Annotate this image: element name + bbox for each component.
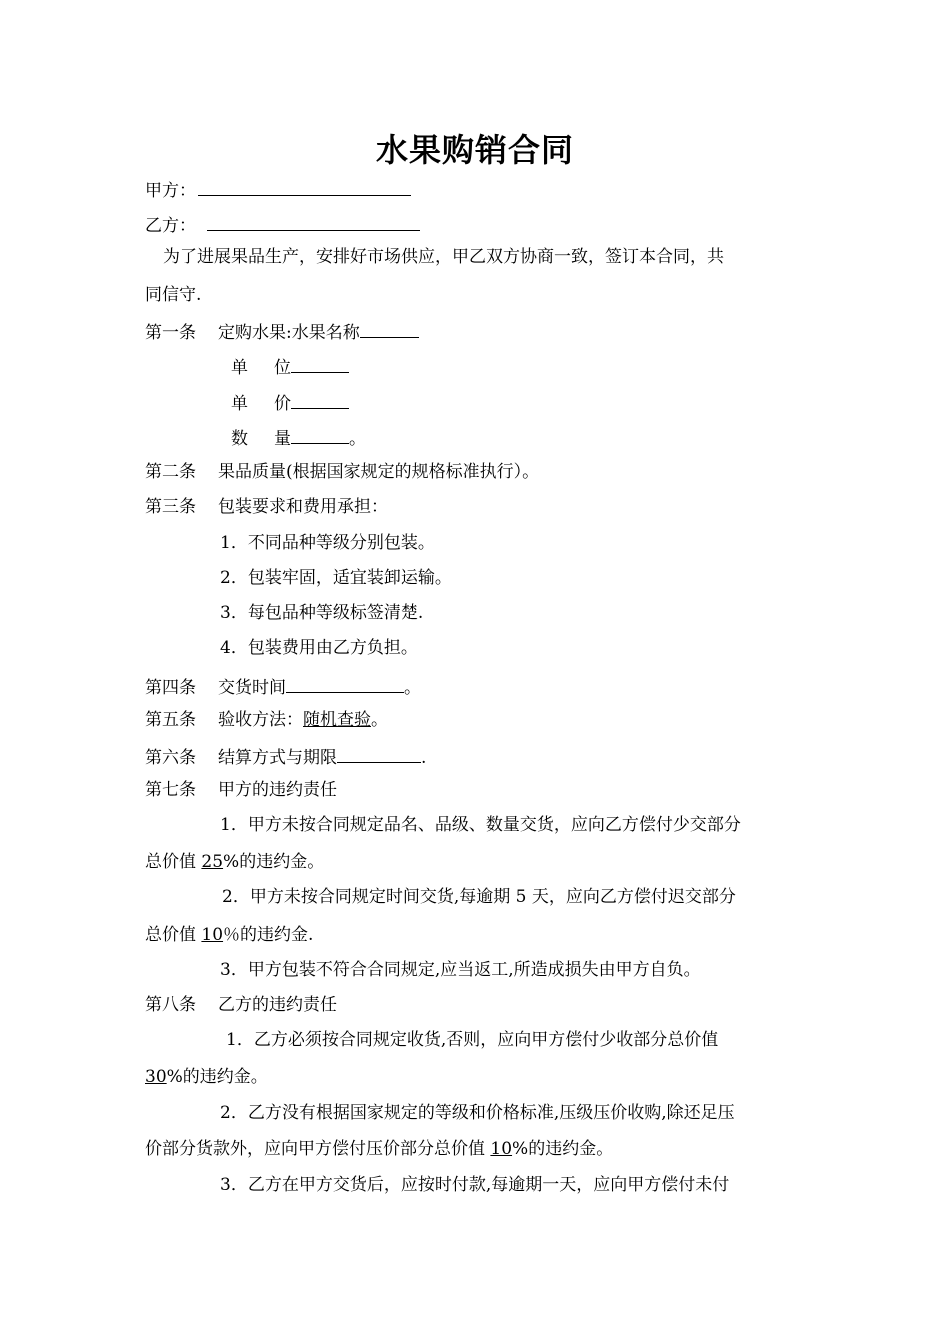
unit-line <box>231 355 349 378</box>
article-3-item-2: 2．包装牢固，适宜装卸运输。 <box>220 568 452 588</box>
article-7 <box>145 780 337 800</box>
article-2-text: 果品质量(根据国家规定的规格标准执行）。 <box>218 462 540 482</box>
price-char-2: 价 <box>274 394 291 414</box>
article-3-item-4: 4．包装费用由乙方负担。 <box>220 638 418 658</box>
article-4-text: 交货时间 <box>218 678 286 698</box>
party-a-blank <box>198 178 411 196</box>
party-b-line <box>145 213 420 236</box>
article-1 <box>145 320 419 343</box>
article-6 <box>145 745 426 768</box>
article-8 <box>145 995 337 1015</box>
article-7-clause-3: 3．甲方包装不符合合同规定,应当返工,所造成损失由甲方自负。 <box>220 960 701 980</box>
article-1-text: 定购水果:水果名称 <box>218 323 360 343</box>
article-6-text: 结算方式与期限 <box>218 748 337 768</box>
article-4-end: 。 <box>404 678 421 698</box>
article-2 <box>145 462 539 482</box>
article-3 <box>145 497 388 517</box>
article-8-text: 乙方的违约责任 <box>218 995 337 1015</box>
article-7-text: 甲方的违约责任 <box>218 780 337 800</box>
intro-line-2: 同信守. <box>145 285 202 305</box>
article-6-end: . <box>421 748 427 768</box>
penalty-percent: 10 <box>490 1139 513 1159</box>
price-line <box>231 391 349 414</box>
article-8-clause-1-line-1: 1．乙方必须按合同规定收货,否则，应向甲方偿付少收部分总价值 <box>226 1030 719 1050</box>
penalty-percent: 30 <box>145 1067 167 1087</box>
article-8-clause-3-line-1: 3．乙方在甲方交货后，应按时付款,每逾期一天，应向甲方偿付未付 <box>220 1175 730 1195</box>
clause-text: %的违约金。 <box>512 1139 614 1159</box>
price-blank <box>291 391 349 409</box>
article-5 <box>145 710 388 730</box>
price-char-1: 单 <box>231 394 248 414</box>
party-b-blank <box>207 213 420 231</box>
unit-char-1: 单 <box>231 358 248 378</box>
penalty-percent: 25 <box>201 852 224 872</box>
article-4-number: 第四条 <box>145 678 196 698</box>
clause-text: 总价值 <box>145 852 202 872</box>
article-6-number: 第六条 <box>145 748 196 768</box>
article-7-clause-2-line-1: 2．甲方未按合同规定时间交货,每逾期 5 天，应向乙方偿付迟交部分 <box>222 887 736 907</box>
article-5-end: 。 <box>371 710 388 730</box>
quantity-char-1: 数 <box>231 429 248 449</box>
article-3-number: 第三条 <box>145 497 196 517</box>
article-3-text: 包装要求和费用承担： <box>218 497 388 517</box>
clause-text: 价部分货款外，应向甲方偿付压价部分总价值 <box>145 1139 491 1159</box>
quantity-blank <box>291 426 349 444</box>
article-8-clause-2-line-1: 2．乙方没有根据国家规定的等级和价格标准,压级压价收购,除还足压 <box>220 1103 735 1123</box>
article-7-clause-1-line-1: 1．甲方未按合同规定品名、品级、数量交货，应向乙方偿付少交部分 <box>220 815 741 835</box>
article-3-item-1: 1．不同品种等级分别包装。 <box>220 533 435 553</box>
party-a-label: 甲方： <box>145 181 196 201</box>
article-1-number: 第一条 <box>145 323 196 343</box>
clause-text: %的违约金。 <box>223 852 325 872</box>
clause-text: ％的违约金. <box>223 925 314 945</box>
article-4 <box>145 675 421 698</box>
unit-char-2: 位 <box>274 358 291 378</box>
article-2-number: 第二条 <box>145 462 196 482</box>
delivery-time-blank <box>286 675 404 693</box>
clause-text: %的违约金。 <box>166 1067 268 1087</box>
quantity-char-2: 量 <box>274 429 291 449</box>
article-7-clause-2-line-2 <box>145 925 313 945</box>
article-8-clause-1-line-2 <box>145 1067 268 1087</box>
article-7-number: 第七条 <box>145 780 196 800</box>
unit-blank <box>291 355 349 373</box>
penalty-percent: 10 <box>201 925 224 945</box>
intro-line-1: 为了进展果品生产，安排好市场供应，甲乙双方协商一致，签订本合同，共 <box>163 247 724 267</box>
document-title: 水果购销合同 <box>375 131 574 169</box>
article-5-number: 第五条 <box>145 710 196 730</box>
party-a-line <box>145 178 411 201</box>
article-7-clause-1-line-2 <box>145 852 324 872</box>
party-b-label: 乙方： <box>145 216 196 236</box>
article-8-clause-2-line-2 <box>145 1139 613 1159</box>
clause-text: 总价值 <box>145 925 202 945</box>
article-8-number: 第八条 <box>145 995 196 1015</box>
article-3-item-3: 3．每包品种等级标签清楚. <box>220 603 424 623</box>
settlement-blank <box>337 745 421 763</box>
fruit-name-blank <box>360 320 419 338</box>
quantity-end: 。 <box>349 429 366 449</box>
acceptance-method: 随机查验 <box>303 710 371 730</box>
quantity-line <box>231 426 366 449</box>
article-5-text: 验收方法： <box>218 710 303 730</box>
